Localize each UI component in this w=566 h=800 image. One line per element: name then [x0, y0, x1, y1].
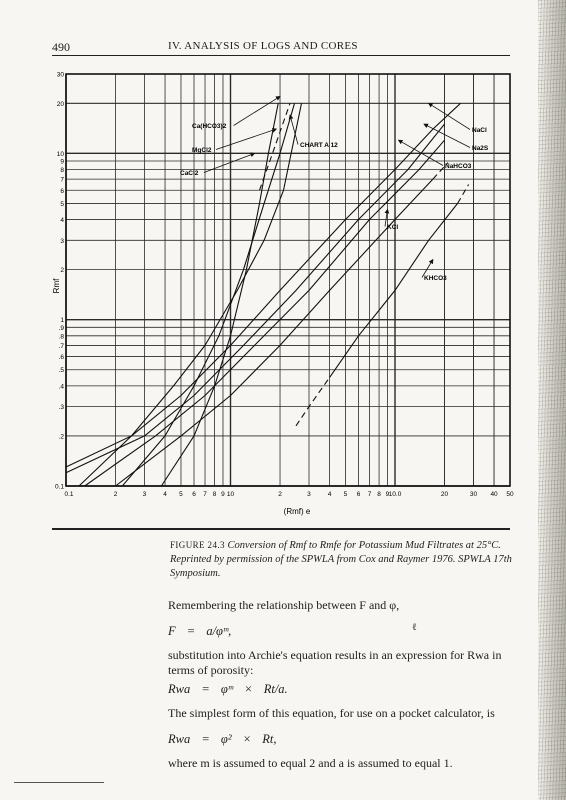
series-line — [458, 185, 469, 204]
x-tick-label: 20 — [440, 491, 449, 498]
x-axis-label: (Rmf) e — [283, 507, 311, 516]
equation-rwa-general: Rwa = φᵐ × Rt/a. — [168, 682, 288, 696]
y-tick-label: 20 — [56, 100, 64, 108]
x-tick-label: 3 — [307, 491, 311, 498]
x-tick-label: 4 — [327, 491, 332, 498]
y-tick-label: 7 — [60, 176, 64, 184]
paragraph-3: The simplest form of this equation, for use on a pocket calculator, is — [168, 706, 495, 720]
y-tick-label: .9 — [58, 324, 64, 332]
page-number: 490 — [52, 40, 70, 54]
label-arrow — [216, 129, 276, 149]
y-tick-label: .2 — [58, 433, 64, 441]
x-tick-label: 50 — [506, 491, 514, 498]
x-tick-labels — [64, 491, 514, 498]
y-tick-label: 1 — [60, 317, 64, 325]
x-tick-label: 8 — [212, 491, 217, 498]
x-tick-label: 2 — [278, 491, 282, 498]
y-tick-label: .7 — [58, 342, 64, 350]
x-tick-label: 0.1 — [64, 491, 74, 498]
series-label: Na2S — [472, 145, 489, 152]
figure-label: FIGURE 24.3 — [170, 540, 225, 550]
series-line — [260, 103, 291, 190]
x-tick-label: 4 — [163, 491, 167, 498]
caption-text: Conversion of Rmf to Rmfe for Potassium Mud Filtrates at 25°C. Reprinted by permission of the SPWLA from Cox and Raymer 1976. SPWLA 17th Symposium. — [170, 540, 512, 579]
y-tick-label: 3 — [60, 237, 64, 245]
series-line — [66, 103, 461, 467]
x-tick-label: 40 — [490, 491, 498, 498]
running-head: IV. ANALYSIS OF LOGS AND CORES — [168, 40, 358, 52]
x-tick-label: 7 — [367, 491, 372, 498]
caption-rule — [52, 528, 510, 530]
header-rule — [52, 55, 510, 56]
y-tick-label: .4 — [58, 383, 64, 391]
x-tick-label: 5 — [343, 491, 348, 498]
y-tick-label: 2 — [60, 267, 64, 275]
paragraph-1: Remembering the relationship between F and φ, — [168, 598, 400, 612]
y-tick-label: 10 — [56, 150, 64, 158]
series-label: KCl — [387, 224, 399, 231]
x-tick-label: 8 — [377, 491, 381, 498]
series-label: NaCl — [472, 127, 487, 134]
x-tick-label: 3 — [142, 491, 147, 498]
y-tick-label: 4 — [60, 217, 64, 225]
x-tick-label: 7 — [203, 491, 207, 498]
y-tick-label: .3 — [58, 404, 64, 412]
footer-rule — [14, 782, 104, 783]
figure-caption — [170, 538, 512, 581]
equation-formation-factor: F = a/φᵐ, — [168, 624, 232, 638]
series-label: CaCl2 — [180, 170, 199, 177]
y-tick-label: 9 — [60, 158, 64, 166]
paragraph-2: substitution into Archie's equation results in an expression for Rwa in terms of porosity: — [168, 648, 502, 677]
x-tick-label: 6 — [356, 491, 361, 498]
chart-annotations — [180, 96, 489, 282]
y-tick-label: 30 — [56, 71, 64, 79]
series-label: Ca(HCO3)2 — [192, 123, 227, 130]
series-line — [296, 377, 330, 425]
y-tick-label: 8 — [60, 166, 64, 174]
series-label: NaHCO3 — [445, 163, 472, 170]
x-tick-label: 9 — [385, 491, 390, 498]
series-line — [85, 140, 445, 486]
y-tick-label: .6 — [58, 354, 64, 362]
x-tick-label: 10 — [226, 491, 235, 498]
y-tick-label: .5 — [58, 367, 64, 375]
y-tick-label: 6 — [60, 187, 64, 195]
stray-mark: ℓ — [412, 622, 417, 633]
series-label: MgCl2 — [192, 147, 212, 154]
x-tick-label: 2 — [113, 491, 118, 498]
x-tick-label: 5 — [179, 491, 183, 498]
x-tick-label: 30 — [469, 491, 478, 498]
paragraph-4: where m is assumed to equal 2 and a is assumed to equal 1. — [168, 756, 453, 770]
y-tick-label: 5 — [60, 200, 64, 208]
label-arrow — [234, 96, 280, 125]
x-tick-label: 6 — [192, 491, 196, 498]
label-arrow — [424, 124, 470, 147]
series-label: CHART A 12 — [300, 142, 338, 149]
y-tick-label: 0.1 — [54, 483, 64, 491]
x-tick-label: 10.0 — [388, 491, 402, 498]
scanned-page-edge — [538, 0, 566, 800]
y-axis-label: Rmf — [52, 278, 61, 294]
x-tick-label: 9 — [221, 491, 225, 498]
equation-rwa-simple: Rwa = φ² × Rt, — [168, 732, 277, 746]
label-arrow — [429, 103, 470, 129]
y-tick-label: .8 — [58, 333, 64, 341]
rmf-conversion-chart — [52, 62, 514, 524]
series-label: KHCO3 — [424, 275, 447, 282]
